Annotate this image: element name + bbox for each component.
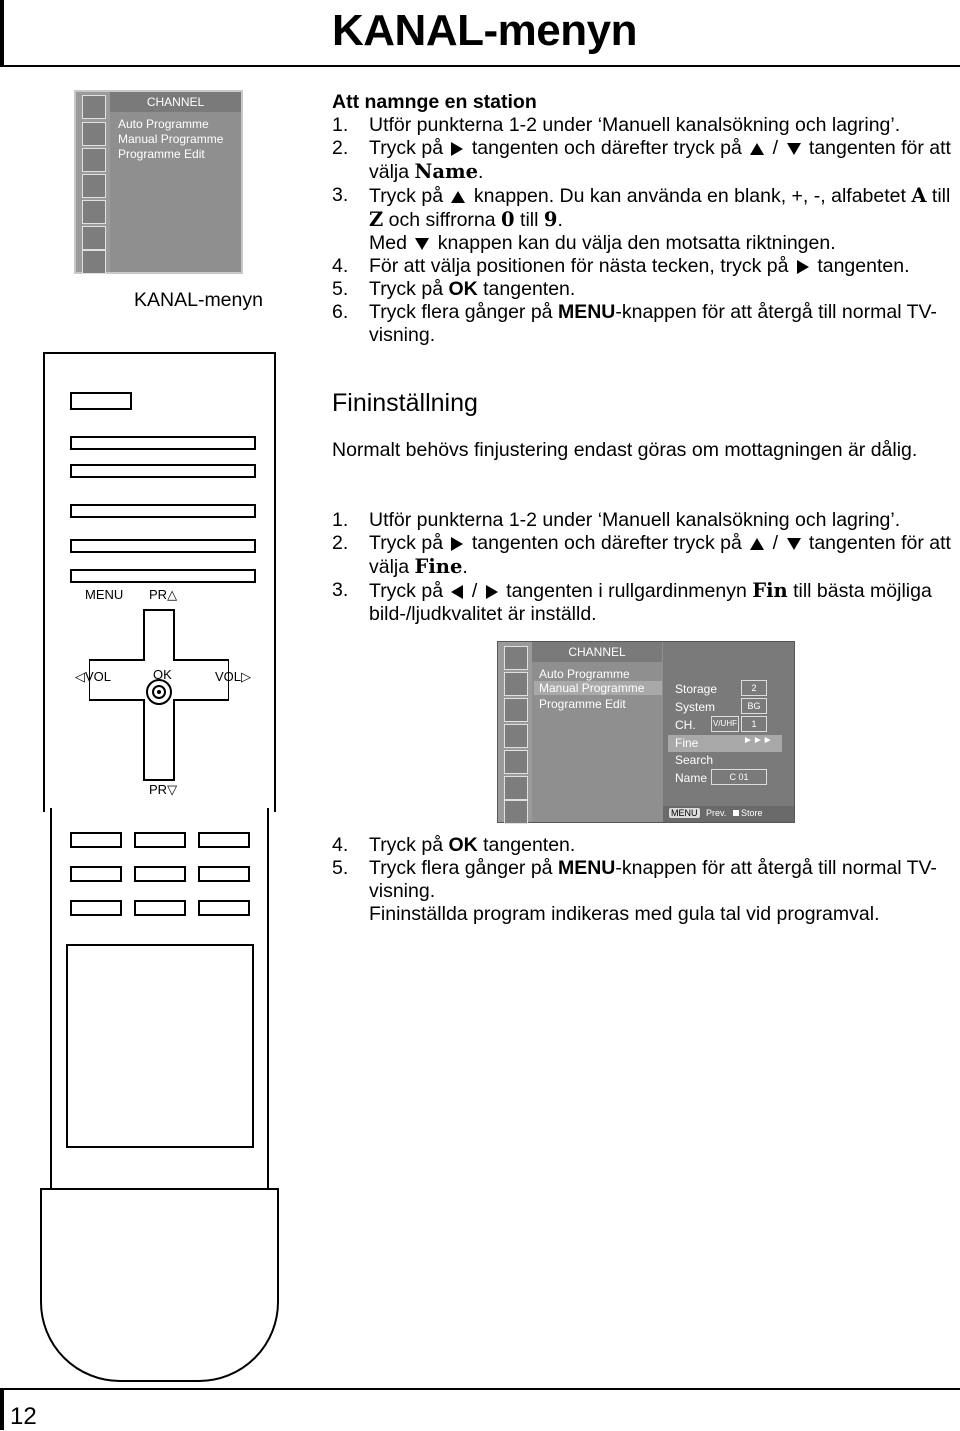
arrow-down-icon	[787, 143, 801, 155]
step-number: 5.	[332, 857, 349, 879]
menu-item-edit: Programme Edit	[118, 147, 205, 161]
osd-sub-fine-value: ►►►	[743, 735, 773, 746]
remote-row-3	[70, 504, 256, 518]
step-text: tangenten.	[817, 255, 910, 277]
osd-footer	[663, 806, 794, 822]
osd-footer-prev: Prev.	[706, 808, 727, 818]
section2-step-1	[332, 509, 957, 532]
menu-item-manual: Manual Programme	[118, 132, 224, 146]
step-text: Tryck på	[369, 580, 444, 602]
triangle-left-icon: ◁	[75, 669, 85, 684]
step-text: och siffrorna	[388, 209, 496, 231]
time-icon	[504, 724, 528, 748]
step-text: knappen. Du kan använda en blank, +, -, alfabetet	[473, 185, 906, 207]
step-number: 2.	[332, 532, 349, 554]
step-number: 3.	[332, 579, 349, 601]
step-number: 6.	[332, 301, 349, 323]
section1-step-6	[332, 301, 957, 347]
triangle-up-icon: △	[167, 587, 178, 602]
step-text: -knappen för att återgå till normal TV-visning.	[369, 857, 937, 902]
remote-row-2	[70, 464, 256, 478]
menu-head: CHANNEL	[110, 92, 241, 112]
key-label: OK	[448, 834, 478, 856]
arrow-down-icon	[787, 538, 801, 550]
remote-dpad	[89, 600, 229, 810]
step-text: tangenten och därefter tryck på	[471, 137, 742, 159]
osd-head: CHANNEL	[532, 642, 662, 662]
screen-icon	[504, 800, 528, 824]
arrow-right-icon	[486, 585, 498, 599]
remote-bottom-cap	[40, 1188, 279, 1382]
step-text: Tryck flera gånger på	[369, 301, 553, 323]
store-square-icon	[733, 810, 739, 816]
step-text: -knappen för att återgå till normal TV-visning.	[369, 301, 937, 346]
remote-power-button	[70, 392, 132, 410]
arrow-down-icon	[415, 238, 429, 250]
remote-lower-body	[50, 808, 269, 1190]
step-text: tangenten.	[483, 834, 576, 856]
step-text: tangenten i rullgardinmenyn	[506, 580, 747, 602]
channel-menu	[74, 90, 243, 274]
section1-step-4	[332, 255, 957, 278]
remote-control	[43, 352, 276, 812]
section2-step-4	[332, 834, 957, 857]
osd-sub-system-value: BG	[741, 698, 767, 714]
dpad-svg	[89, 600, 229, 810]
osd-word: 9	[543, 208, 558, 231]
step-text: Tryck på	[369, 532, 444, 554]
remote-row-1	[70, 436, 256, 450]
remote-num-9	[198, 900, 250, 916]
osd-sub-storage-value: 2	[741, 680, 767, 696]
step-text: till	[520, 209, 539, 231]
menu-caption: KANAL-menyn	[134, 289, 263, 311]
step-text: till	[931, 185, 951, 207]
section2-step-2	[332, 532, 957, 579]
osd-sub-system: System	[675, 700, 716, 714]
section2-step-3	[332, 579, 957, 626]
step-text: Tryck på	[369, 834, 444, 856]
step-text: Utför punkterna 1-2 under ‘Manuell kanalsökning och lagring’.	[369, 114, 901, 136]
arrow-up-icon	[750, 143, 764, 155]
remote-teletext-block	[66, 944, 254, 1148]
osd-footer-store: Store	[741, 808, 763, 818]
section1-title: Att namnge en station	[332, 91, 537, 113]
step-number: 4.	[332, 255, 349, 277]
remote-vol-right	[215, 669, 251, 685]
osd-word: A	[911, 184, 927, 207]
step-number: 1.	[332, 114, 349, 136]
arrow-left-icon	[451, 585, 463, 599]
osd-sub-ch-value: 1	[741, 716, 767, 732]
remote-num-4	[70, 866, 122, 882]
section2-intro: Normalt behövs finjustering endast göras om mottagningen är dålig.	[332, 439, 918, 461]
step-text: till bästa möjliga bild-/ljudkvalitet är inställd.	[369, 580, 932, 625]
osd-sub-storage: Storage	[675, 682, 718, 696]
tool-icon	[82, 226, 106, 250]
header-side-bar	[0, 0, 4, 66]
section1-step-2	[332, 137, 957, 184]
step-text: Tryck på	[369, 278, 444, 300]
osd-submenu	[663, 642, 794, 806]
time-icon	[82, 174, 106, 198]
step-text: tangenten för att välja	[369, 532, 951, 578]
antenna-icon	[82, 95, 106, 119]
step-number: 2.	[332, 137, 349, 159]
osd-screenshot	[497, 641, 795, 823]
remote-pr-up-text: PR	[149, 587, 168, 602]
section2-steps	[332, 509, 957, 626]
step-number: 4.	[332, 834, 349, 856]
step-number: 5.	[332, 278, 349, 300]
remote-vol-left-text: VOL	[85, 669, 112, 684]
page-title: KANAL-menyn	[332, 6, 637, 55]
picture-icon	[504, 672, 528, 696]
remote-num-5	[134, 866, 186, 882]
osd-word: Name	[414, 160, 479, 183]
osd-sub-name: Name	[675, 771, 708, 785]
remote-num-1	[70, 832, 122, 848]
osd-item-edit: Programme Edit	[539, 697, 626, 711]
step-text: tangenten och därefter tryck på	[471, 532, 742, 554]
step-text: Med	[369, 232, 407, 254]
step-text: Fininställda program indikeras med gula tal vid programval.	[369, 903, 880, 925]
step-text: Tryck på	[369, 137, 444, 159]
key-label: MENU	[557, 301, 616, 323]
step-text: .	[462, 556, 468, 578]
section1-steps	[332, 114, 957, 347]
arrow-up-icon	[451, 191, 465, 203]
footer-side-bar	[0, 1388, 4, 1430]
osd-sub-fine: Fine	[675, 736, 699, 750]
remote-menu-label: MENU	[85, 587, 124, 602]
step-text: .	[478, 161, 484, 183]
option-icon	[504, 750, 528, 774]
osd-item-auto: Auto Programme	[539, 667, 630, 681]
step-number: 1.	[332, 509, 349, 531]
remote-row-5	[70, 569, 256, 583]
osd-word: Z	[369, 208, 384, 231]
step-number: 3.	[332, 184, 349, 206]
step-text: Tryck på	[369, 185, 444, 207]
osd-footer-menu: MENU	[671, 808, 698, 818]
step-text: /	[772, 137, 779, 159]
remote-num-6	[198, 866, 250, 882]
step-text: För att välja positionen för nästa tecken, tryck på	[369, 255, 789, 277]
section2-title: Fininställning	[332, 389, 478, 417]
step-text: .	[557, 209, 563, 231]
remote-vol-left	[75, 669, 111, 685]
arrow-right-icon	[451, 537, 463, 551]
footer-rule	[0, 1388, 960, 1390]
step-text: Tryck flera gånger på	[369, 857, 553, 879]
remote-pr-down-text: PR	[149, 782, 168, 797]
step-text: tangenten.	[483, 278, 576, 300]
menu-item-auto: Auto Programme	[118, 117, 209, 131]
remote-vol-right-text: VOL	[215, 669, 242, 684]
osd-sub-search: Search	[675, 753, 714, 767]
key-label: MENU	[557, 857, 616, 879]
screen-icon	[82, 250, 106, 274]
osd-sub-ch: CH.	[675, 718, 696, 732]
key-label: OK	[448, 278, 478, 300]
osd-word: Fin	[752, 579, 788, 602]
page-number: 12	[10, 1403, 37, 1430]
section1-step-3	[332, 184, 957, 255]
picture-icon	[82, 122, 106, 146]
remote-num-3	[198, 832, 250, 848]
section1-step-1	[332, 114, 957, 137]
osd-word: Fine	[414, 555, 463, 578]
step-text: /	[471, 580, 478, 602]
remote-row-4	[70, 539, 256, 553]
sound-icon	[504, 698, 528, 722]
arrow-right-icon	[451, 142, 463, 156]
step-text: tangenten för att välja	[369, 137, 951, 183]
arrow-up-icon	[750, 538, 764, 550]
section2-step-5	[332, 857, 957, 926]
step-text: Utför punkterna 1-2 under ‘Manuell kanalsökning och lagring’.	[369, 509, 901, 531]
section1-step-5	[332, 278, 957, 301]
osd-item-manual: Manual Programme	[534, 681, 662, 695]
antenna-icon	[504, 646, 528, 670]
osd-sub-ch-band: V/UHF	[711, 716, 739, 732]
remote-num-2	[134, 832, 186, 848]
osd-sub-name-value: C 01	[711, 769, 767, 785]
triangle-right-icon: ▷	[241, 669, 252, 684]
triangle-down-icon: ▽	[167, 782, 178, 797]
tool-icon	[504, 776, 528, 800]
osd-word: 0	[501, 208, 515, 231]
header-rule	[0, 65, 960, 67]
step-text: /	[772, 532, 779, 554]
section2-steps-after	[332, 834, 957, 926]
remote-pr-down-label	[149, 782, 177, 798]
remote-ok-label: OK	[153, 667, 172, 682]
remote-num-8	[134, 900, 186, 916]
step-text: knappen kan du välja den motsatta riktningen.	[437, 232, 836, 254]
option-icon	[82, 200, 106, 224]
sound-icon	[82, 148, 106, 172]
arrow-right-icon	[797, 260, 809, 274]
remote-num-7	[70, 900, 122, 916]
